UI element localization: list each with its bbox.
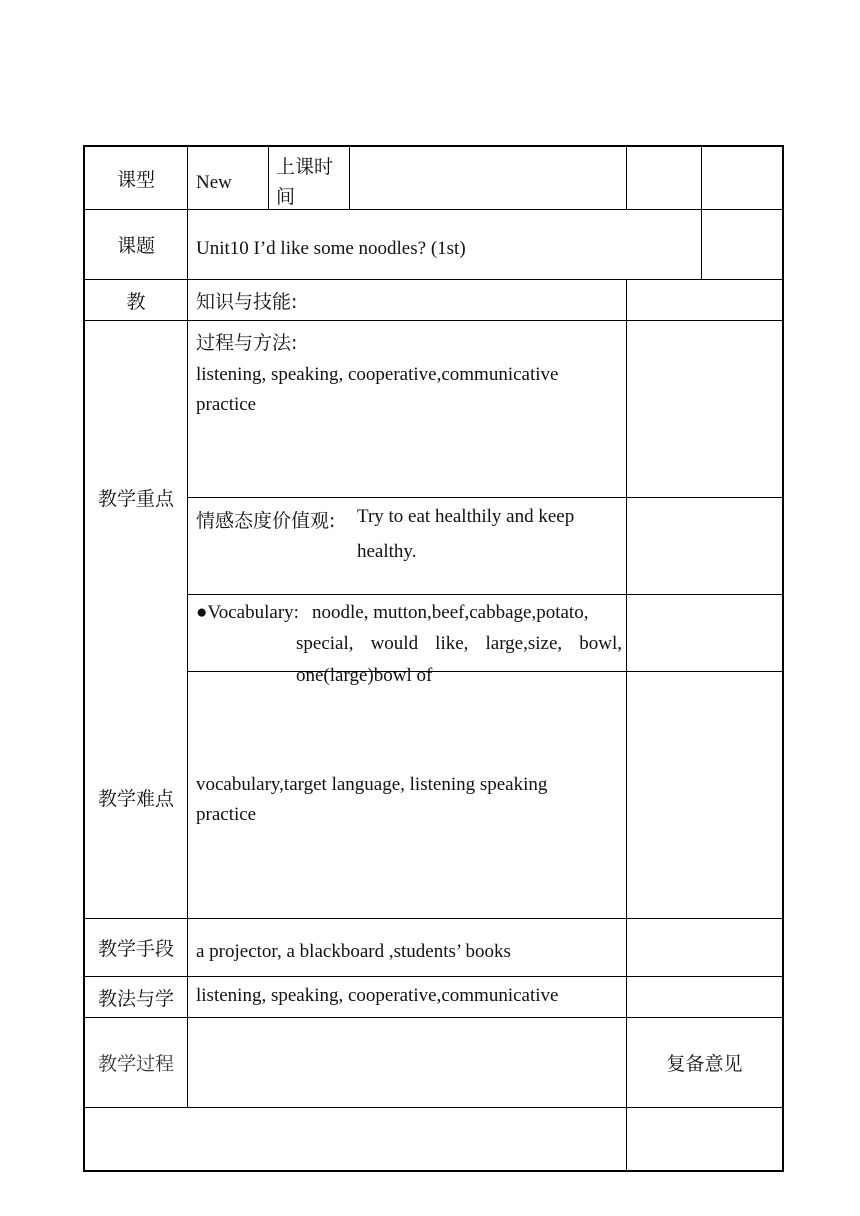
key-points-label: 教学重点 [97, 487, 174, 510]
label-column-divider [187, 146, 188, 1108]
vocabulary-line2: special, would like, large,size, bowl, [296, 633, 622, 654]
extra-cell-1 [627, 147, 701, 209]
means-label: 教学手段 [97, 938, 174, 960]
table-right-border [782, 145, 784, 1172]
difficulties-label: 教学难点 [97, 787, 174, 810]
time-column-divider [268, 146, 269, 210]
row-divider [83, 209, 784, 210]
emotion-title: 情感态度价值观: [196, 510, 336, 532]
vocabulary-line1: noodle, mutton,beef,cabbage,potato, [312, 602, 589, 623]
methods-text: listening, speaking, cooperative,communicative [196, 985, 559, 1006]
vocabulary-line3-clip [296, 661, 622, 686]
row-divider [187, 594, 784, 595]
process-text: listening, speaking, cooperative,communicative practice [196, 364, 559, 415]
emotion-text-line1: Try to eat healthily and keep [357, 506, 575, 527]
row-divider [83, 1107, 784, 1108]
emotion-text-line2: healthy. [357, 541, 417, 562]
means-text: a projector, a blackboard ,students’ books [196, 941, 511, 962]
topic-label: 课题 [116, 235, 155, 257]
process-title: 过程与方法: [196, 332, 298, 354]
extra-cell-2 [702, 147, 782, 209]
methods-label: 教法与学 [97, 987, 174, 1010]
table-bottom-border [83, 1170, 784, 1172]
row-divider [83, 320, 784, 321]
vocabulary-title: ●Vocabulary: [196, 602, 299, 623]
topic-value: Unit10 I’d like some noodles? (1st) [196, 238, 466, 259]
row-divider [187, 497, 784, 498]
knowledge-title: 知识与技能: [196, 291, 298, 313]
vocabulary-line3: one(large)bowl of [296, 665, 433, 686]
row-divider [83, 279, 784, 280]
type-value: New [196, 172, 232, 193]
class-time-label: 上课时间 [276, 156, 334, 208]
row-divider [83, 976, 784, 977]
review-notes-label: 复备意见 [666, 1053, 743, 1075]
difficulties-text: vocabulary,target language, listening speaking practice [196, 774, 548, 825]
row-divider [187, 671, 784, 672]
row-divider [83, 918, 784, 919]
teaching-process-label: 教学过程 [97, 1053, 174, 1075]
class-time-value [350, 147, 626, 209]
type-label: 课型 [116, 168, 155, 191]
objectives-label: 教 [126, 290, 146, 313]
